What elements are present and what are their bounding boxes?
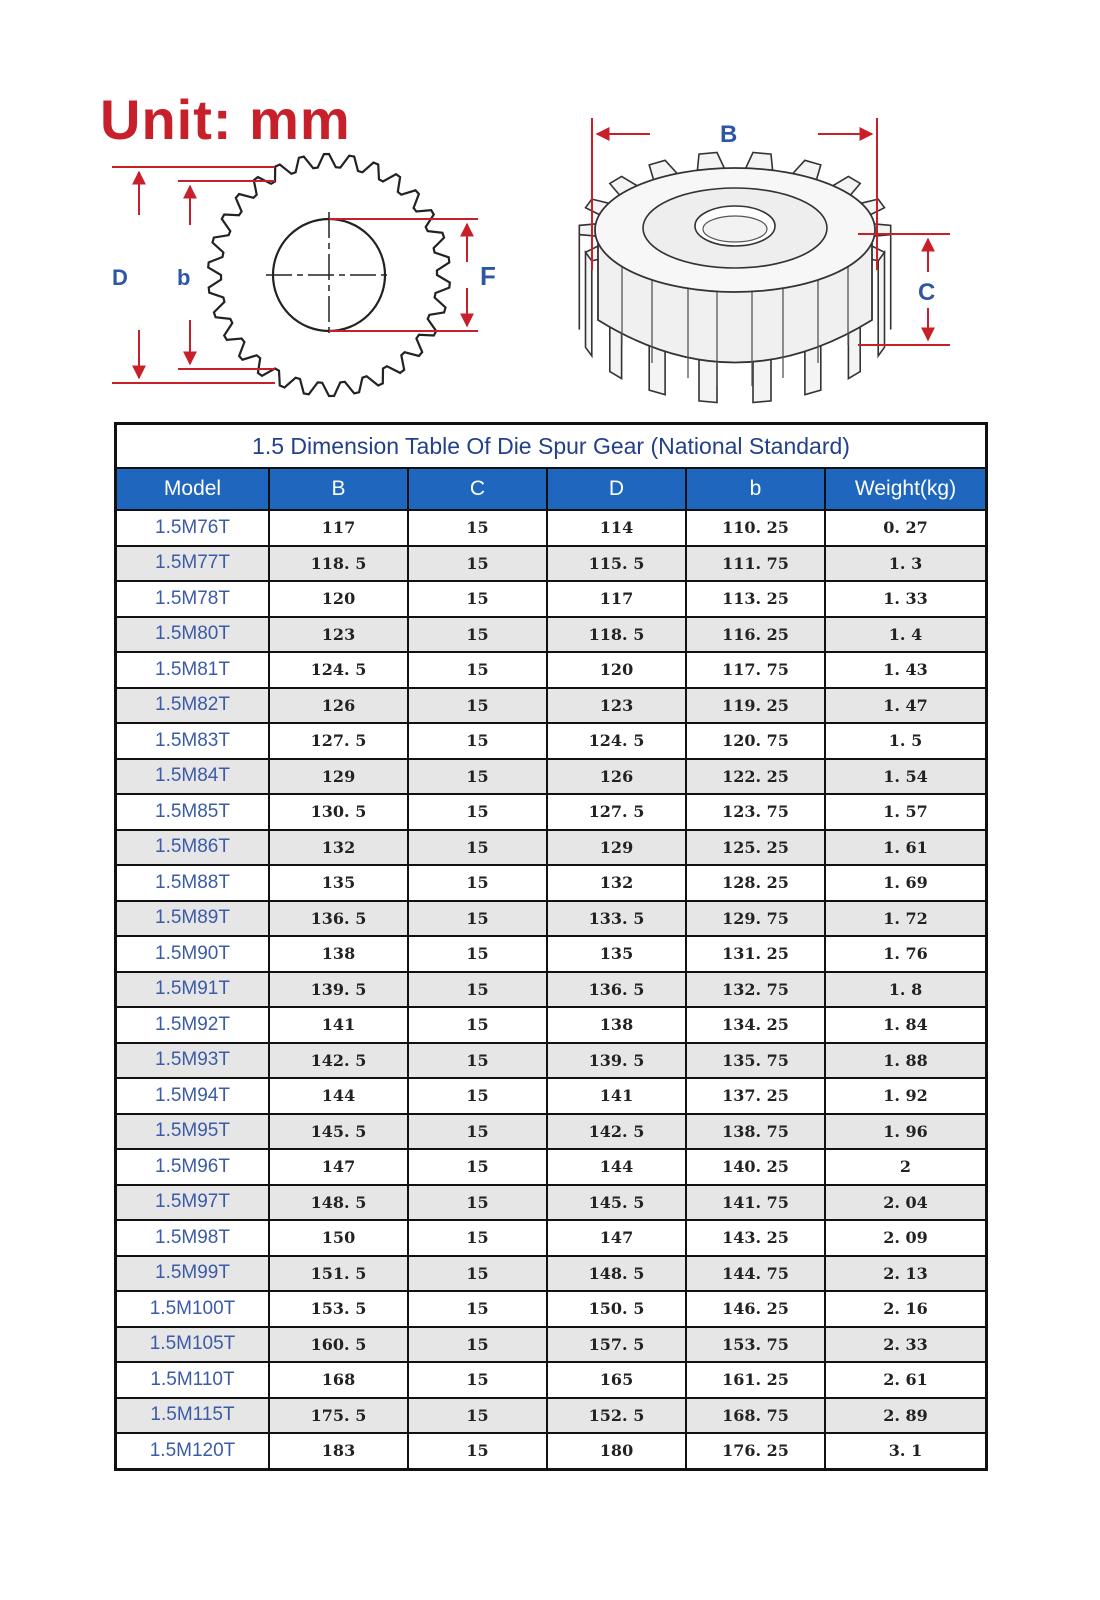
weight-cell: 2. 04 <box>825 1185 985 1221</box>
model-cell: 1.5M115T <box>117 1398 269 1434</box>
weight-cell: 2. 09 <box>825 1220 985 1256</box>
weight-cell: 1. 84 <box>825 1007 985 1043</box>
table-row <box>117 936 985 972</box>
C-cell: 15 <box>408 1043 547 1079</box>
B-cell: 132 <box>269 830 408 866</box>
table-body <box>117 510 985 1468</box>
D-cell: 139. 5 <box>547 1043 686 1079</box>
D-cell: 141 <box>547 1078 686 1114</box>
b-cell: 123. 75 <box>686 794 825 830</box>
B-cell: 160. 5 <box>269 1327 408 1363</box>
b-cell: 128. 25 <box>686 865 825 901</box>
isometric-gear <box>579 153 890 403</box>
model-cell: 1.5M110T <box>117 1362 269 1398</box>
unit-title: Unit: mm <box>100 88 351 151</box>
front-view-gear <box>208 154 450 396</box>
b-cell: 117. 75 <box>686 652 825 688</box>
header-b: b <box>686 469 825 510</box>
C-cell: 15 <box>408 510 547 546</box>
table-row <box>117 1043 985 1079</box>
model-cell: 1.5M95T <box>117 1114 269 1150</box>
model-cell: 1.5M80T <box>117 617 269 653</box>
b-cell: 146. 25 <box>686 1291 825 1327</box>
C-cell: 15 <box>408 936 547 972</box>
D-cell: 144 <box>547 1149 686 1185</box>
weight-cell: 2. 16 <box>825 1291 985 1327</box>
label-b: b <box>177 265 191 290</box>
C-cell: 15 <box>408 901 547 937</box>
B-cell: 138 <box>269 936 408 972</box>
table-row <box>117 865 985 901</box>
C-cell: 15 <box>408 546 547 582</box>
B-cell: 136. 5 <box>269 901 408 937</box>
b-cell: 141. 75 <box>686 1185 825 1221</box>
model-cell: 1.5M77T <box>117 546 269 582</box>
model-cell: 1.5M86T <box>117 830 269 866</box>
table-row <box>117 1327 985 1363</box>
table-row <box>117 1398 985 1434</box>
header-model: Model <box>117 469 269 510</box>
D-cell: 145. 5 <box>547 1185 686 1221</box>
table-row <box>117 1220 985 1256</box>
weight-cell: 1. 3 <box>825 546 985 582</box>
D-cell: 129 <box>547 830 686 866</box>
B-cell: 123 <box>269 617 408 653</box>
b-cell: 143. 25 <box>686 1220 825 1256</box>
weight-cell: 1. 54 <box>825 759 985 795</box>
b-cell: 119. 25 <box>686 688 825 724</box>
D-cell: 135 <box>547 936 686 972</box>
D-cell: 148. 5 <box>547 1256 686 1292</box>
table-row <box>117 901 985 937</box>
table-row <box>117 1291 985 1327</box>
C-cell: 15 <box>408 1149 547 1185</box>
C-cell: 15 <box>408 617 547 653</box>
B-cell: 129 <box>269 759 408 795</box>
B-cell: 148. 5 <box>269 1185 408 1221</box>
table-row <box>117 1433 985 1468</box>
model-cell: 1.5M81T <box>117 652 269 688</box>
D-cell: 132 <box>547 865 686 901</box>
C-cell: 15 <box>408 581 547 617</box>
weight-cell: 1. 33 <box>825 581 985 617</box>
D-cell: 138 <box>547 1007 686 1043</box>
table-row <box>117 1185 985 1221</box>
C-cell: 15 <box>408 688 547 724</box>
weight-cell: 1. 5 <box>825 723 985 759</box>
model-cell: 1.5M92T <box>117 1007 269 1043</box>
b-cell: 137. 25 <box>686 1078 825 1114</box>
D-cell: 157. 5 <box>547 1327 686 1363</box>
model-cell: 1.5M83T <box>117 723 269 759</box>
C-cell: 15 <box>408 830 547 866</box>
b-cell: 116. 25 <box>686 617 825 653</box>
table-row <box>117 830 985 866</box>
model-cell: 1.5M78T <box>117 581 269 617</box>
table-row <box>117 581 985 617</box>
model-cell: 1.5M90T <box>117 936 269 972</box>
weight-cell: 3. 1 <box>888 1441 923 1461</box>
weight-cell: 0. 27 <box>825 510 985 546</box>
model-cell: 1.5M84T <box>117 759 269 795</box>
b-cell: 134. 25 <box>686 1007 825 1043</box>
b-cell: 140. 25 <box>686 1149 825 1185</box>
model-cell: 1.5M100T <box>117 1291 269 1327</box>
model-cell: 1.5M93T <box>117 1043 269 1079</box>
weight-cell: 2. 89 <box>825 1398 985 1434</box>
model-cell: 1.5M88T <box>117 865 269 901</box>
table-row <box>117 972 985 1008</box>
C-cell: 15 <box>408 1256 547 1292</box>
b-cell: 144. 75 <box>686 1256 825 1292</box>
B-cell: 141 <box>269 1007 408 1043</box>
D-cell: 114 <box>547 510 686 546</box>
D-cell: 115. 5 <box>547 546 686 582</box>
model-cell: 1.5M85T <box>117 794 269 830</box>
table-row <box>117 510 985 546</box>
table-row <box>117 723 985 759</box>
model-cell: 1.5M94T <box>117 1078 269 1114</box>
B-cell: 135 <box>269 865 408 901</box>
C-cell: 15 <box>408 972 547 1008</box>
weight-cell: 1. 57 <box>825 794 985 830</box>
D-cell: 165 <box>547 1362 686 1398</box>
B-cell: 151. 5 <box>269 1256 408 1292</box>
C-cell: 15 <box>408 1007 547 1043</box>
C-cell: 15 <box>408 1362 547 1398</box>
C-cell: 15 <box>408 652 547 688</box>
weight-cell: 1. 76 <box>825 936 985 972</box>
header-D: D <box>547 469 686 510</box>
B-cell: 139. 5 <box>269 972 408 1008</box>
weight-cell: 1. 4 <box>825 617 985 653</box>
b-cell: 135. 75 <box>686 1043 825 1079</box>
dimension-table <box>114 422 988 1471</box>
weight-cell: 1. 43 <box>825 652 985 688</box>
gear-diagram <box>0 0 1100 410</box>
table-row <box>117 652 985 688</box>
b-cell: 138. 75 <box>686 1114 825 1150</box>
B-cell: 126 <box>269 688 408 724</box>
D-cell: 118. 5 <box>547 617 686 653</box>
b-cell: 168. 75 <box>686 1398 825 1434</box>
D-cell: 117 <box>547 581 686 617</box>
D-cell: 147 <box>547 1220 686 1256</box>
C-cell: 15 <box>408 1327 547 1363</box>
b-cell: 131. 25 <box>686 936 825 972</box>
C-cell: 15 <box>408 865 547 901</box>
B-cell: 168 <box>269 1362 408 1398</box>
weight-cell: 1. 72 <box>825 901 985 937</box>
B-cell: 130. 5 <box>269 794 408 830</box>
D-cell: 142. 5 <box>547 1114 686 1150</box>
b-cell: 120. 75 <box>686 723 825 759</box>
B-cell: 153. 5 <box>269 1291 408 1327</box>
b-cell: 113. 25 <box>686 581 825 617</box>
B-cell: 147 <box>269 1149 408 1185</box>
table-header-row <box>117 469 985 510</box>
weight-cell: 1. 88 <box>825 1043 985 1079</box>
label-B: B <box>720 121 738 148</box>
model-cell: 1.5M105T <box>117 1327 269 1363</box>
weight-cell: 2. 13 <box>825 1256 985 1292</box>
C-cell: 15 <box>408 794 547 830</box>
weight-cell: 1. 96 <box>825 1114 985 1150</box>
table-row <box>117 1078 985 1114</box>
weight-cell: 2. 61 <box>825 1362 985 1398</box>
weight-cell: 1. 92 <box>825 1078 985 1114</box>
C-cell: 15 <box>408 1185 547 1221</box>
B-cell: 117 <box>269 510 408 546</box>
b-cell: 111. 75 <box>686 546 825 582</box>
model-cell: 1.5M98T <box>117 1220 269 1256</box>
b-cell: 176. 25 <box>686 1433 825 1468</box>
header-B: B <box>269 469 408 510</box>
b-cell: 161. 25 <box>686 1362 825 1398</box>
b-cell: 122. 25 <box>686 759 825 795</box>
table-row <box>117 546 985 582</box>
table-row <box>117 1149 985 1185</box>
weight-cell: 2 <box>825 1149 985 1185</box>
label-D: D <box>112 265 128 290</box>
weight-cell: 1. 61 <box>825 830 985 866</box>
B-cell: 175. 5 <box>269 1398 408 1434</box>
table-row <box>117 617 985 653</box>
B-cell: 150 <box>269 1220 408 1256</box>
C-cell: 15 <box>408 1220 547 1256</box>
B-cell: 120 <box>269 581 408 617</box>
D-cell: 123 <box>547 688 686 724</box>
B-cell: 124. 5 <box>269 652 408 688</box>
B-cell: 145. 5 <box>269 1114 408 1150</box>
D-cell: 180 <box>547 1433 686 1468</box>
B-cell: 127. 5 <box>269 723 408 759</box>
D-cell: 152. 5 <box>547 1398 686 1434</box>
C-cell: 15 <box>408 1114 547 1150</box>
table-row <box>117 759 985 795</box>
C-cell: 15 <box>408 723 547 759</box>
model-cell: 1.5M120T <box>117 1433 269 1468</box>
b-cell: 153. 75 <box>686 1327 825 1363</box>
C-cell: 15 <box>408 1291 547 1327</box>
C-cell: 15 <box>408 1078 547 1114</box>
C-cell: 15 <box>408 1398 547 1434</box>
model-cell: 1.5M76T <box>117 510 269 546</box>
model-cell: 1.5M82T <box>117 688 269 724</box>
B-cell: 183 <box>269 1433 408 1468</box>
weight-cell: 1. 8 <box>825 972 985 1008</box>
B-cell: 142. 5 <box>269 1043 408 1079</box>
weight-cell: 1. 69 <box>825 865 985 901</box>
table-caption: 1.5 Dimension Table Of Die Spur Gear (National Standard) <box>117 425 985 469</box>
model-cell: 1.5M99T <box>117 1256 269 1292</box>
b-cell: 132. 75 <box>686 972 825 1008</box>
table-row <box>117 1362 985 1398</box>
B-cell: 144 <box>269 1078 408 1114</box>
D-cell: 126 <box>547 759 686 795</box>
D-cell: 124. 5 <box>547 723 686 759</box>
weight-cell: 1. 47 <box>825 688 985 724</box>
D-cell: 127. 5 <box>547 794 686 830</box>
model-cell: 1.5M97T <box>117 1185 269 1221</box>
table-row <box>117 688 985 724</box>
b-cell: 129. 75 <box>686 901 825 937</box>
b-cell: 110. 25 <box>686 510 825 546</box>
table-row <box>117 1007 985 1043</box>
D-cell: 133. 5 <box>547 901 686 937</box>
D-cell: 150. 5 <box>547 1291 686 1327</box>
C-cell: 15 <box>408 1433 547 1468</box>
b-cell: 125. 25 <box>686 830 825 866</box>
model-cell: 1.5M89T <box>117 901 269 937</box>
table-row <box>117 1114 985 1150</box>
D-cell: 120 <box>547 652 686 688</box>
D-cell: 136. 5 <box>547 972 686 1008</box>
label-F: F <box>480 261 496 291</box>
header-weight: Weight(kg) <box>825 469 985 510</box>
table-row <box>117 794 985 830</box>
header-C: C <box>408 469 547 510</box>
table-row <box>117 1256 985 1292</box>
model-cell: 1.5M96T <box>117 1149 269 1185</box>
label-C: C <box>918 279 936 306</box>
C-cell: 15 <box>408 759 547 795</box>
model-cell: 1.5M91T <box>117 972 269 1008</box>
weight-cell: 2. 33 <box>825 1327 985 1363</box>
B-cell: 118. 5 <box>269 546 408 582</box>
